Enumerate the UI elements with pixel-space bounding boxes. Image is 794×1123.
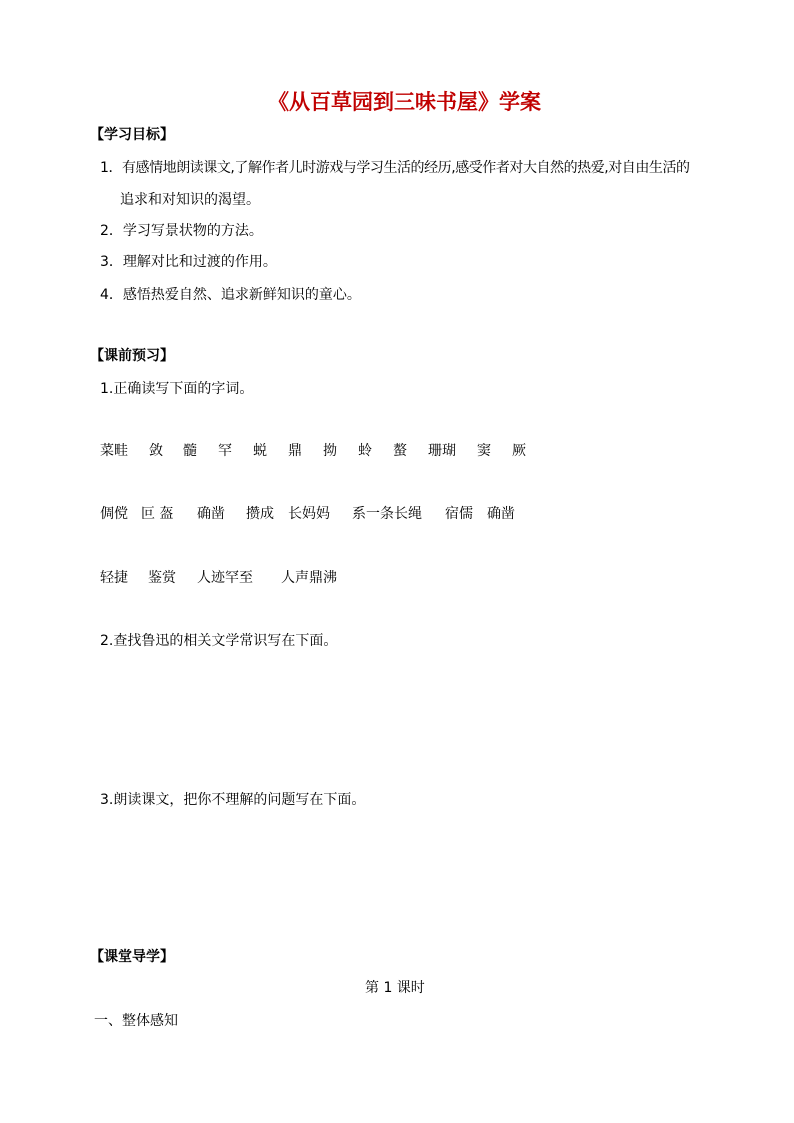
- vocab-word: 敛: [149, 443, 163, 459]
- vocab-word: 拗: [323, 443, 337, 459]
- vocab-word: 宿儒: [445, 506, 473, 522]
- preview-question-1: 1.正确读写下面的字词。: [100, 381, 254, 397]
- objective-item: 追求和对知识的渴望。: [120, 192, 260, 208]
- objective-item: 3．理解对比和过渡的作用。: [100, 254, 277, 270]
- objective-item: 4．感悟热爱自然、追求新鲜知识的童心。: [100, 287, 361, 303]
- vocab-word: 确凿: [197, 506, 225, 522]
- objective-item: 1．有感情地朗读课文,了解作者儿时游戏与学习生活的经历,感受作者对大自然的热爱,对自由生活的: [100, 160, 690, 176]
- vocab-word: 珊瑚: [428, 443, 456, 459]
- vocab-word: 攒成: [246, 506, 274, 522]
- vocab-word: 蛉: [358, 443, 372, 459]
- vocab-word: 蜕: [253, 443, 267, 459]
- vocab-word: 叵 盔: [141, 506, 174, 522]
- vocab-word: 鉴赏: [148, 570, 176, 586]
- classroom-heading: 【课堂导学】: [90, 949, 174, 965]
- vocab-word: 厥: [512, 443, 526, 459]
- vocab-word: 螯: [393, 443, 407, 459]
- vocab-word: 窦: [477, 443, 491, 459]
- vocab-word: 人迹罕至: [197, 570, 253, 586]
- vocab-word: 菜畦: [100, 443, 128, 459]
- preview-question-3: 3.朗读课文，把你不理解的问题写在下面。: [100, 792, 366, 808]
- section-heading: 一、整体感知: [94, 1013, 178, 1029]
- objective-item: 2．学习写景状物的方法。: [100, 223, 263, 239]
- vocab-word: 倜傥: [100, 506, 128, 522]
- objectives-heading: 【学习目标】: [90, 127, 174, 143]
- vocab-word: 罕: [218, 443, 232, 459]
- preview-question-2: 2.查找鲁迅的相关文学常识写在下面。: [100, 633, 338, 649]
- vocab-word: 确凿: [487, 506, 515, 522]
- preview-heading: 【课前预习】: [90, 348, 174, 364]
- page-title: 《从百草园到三味书屋》学案: [268, 90, 541, 114]
- vocab-word: 轻捷: [100, 570, 128, 586]
- vocab-word: 鼎: [288, 443, 302, 459]
- vocab-word: 长妈妈: [288, 506, 330, 522]
- vocab-word: 髓: [183, 443, 197, 459]
- vocab-word: 人声鼎沸: [281, 570, 337, 586]
- vocab-word: 系一条长绳: [352, 506, 422, 522]
- lesson-label: 第 1 课时: [365, 980, 425, 996]
